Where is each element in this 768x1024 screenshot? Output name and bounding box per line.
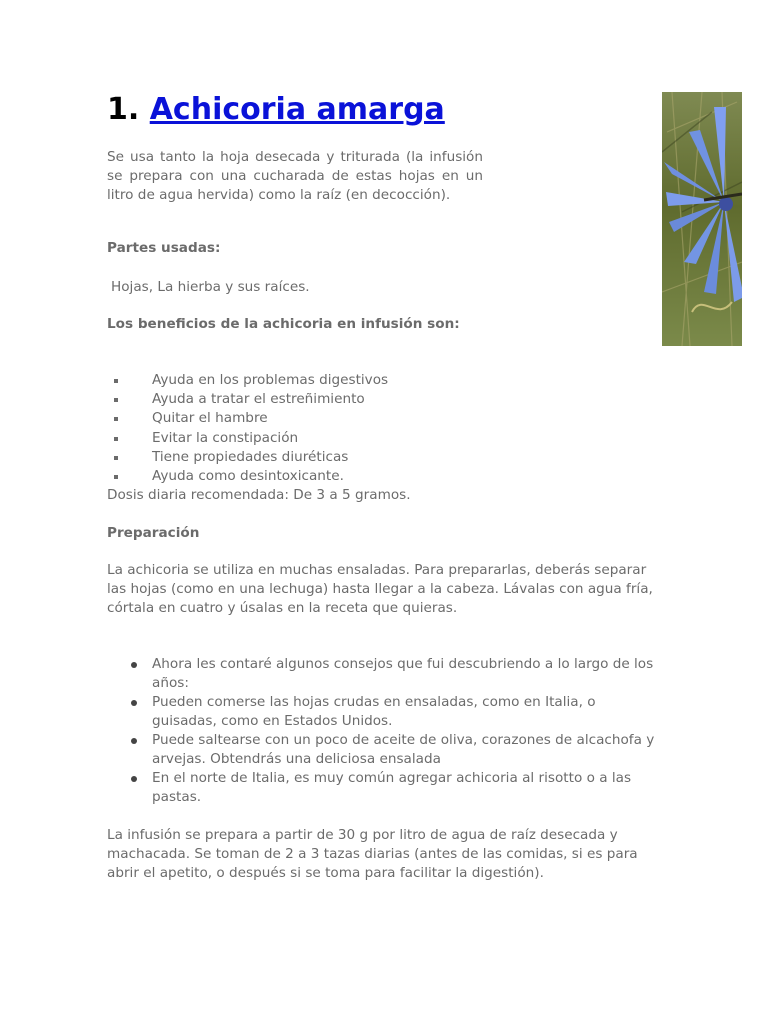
benefits-label: Los beneficios de la achicoria en infusión son: [107,316,460,332]
parts-text: Hojas, La hierba y sus raíces. [111,279,310,295]
intro-paragraph: Se usa tanto la hoja desecada y triturada (la infusión se prepara con una cucharada de estas hojas en un litro de agua hervida) como la raíz (en decocción). [107,149,483,203]
dose-text: Dosis diaria recomendada: De 3 a 5 gramos. [107,487,411,504]
list-item: Tiene propiedades diuréticas [107,448,483,467]
benefits-list [107,371,483,486]
preparation-text: La achicoria se utiliza en muchas ensaladas. Para prepararlas, deberás separar las hojas (como en una lechuga) hasta llegar a la cabeza. Lávalas con agua fría, córtala en cuatro y úsalas en la receta que quieras. [107,562,653,616]
tips-list-block [107,655,662,807]
closing-paragraph: La infusión se prepara a partir de 30 g por litro de agua de raíz desecada y machacada. Se toman de 2 a 3 tazas diarias (antes de las comidas, si es para abrir el apetito, o después si se toma para facilitar la digestión). [107,827,638,881]
tips-list [107,655,662,807]
list-item: Ayuda como desintoxicante. [107,467,483,486]
chicory-flower-image [662,92,742,346]
list-item: Evitar la constipación [107,429,483,448]
list-item: Ayuda en los problemas digestivos [107,371,483,390]
list-item: Quitar el hambre [107,409,483,428]
list-item: Ahora les contaré algunos consejos que fui descubriendo a lo largo de los años: [107,655,662,693]
list-item: Pueden comerse las hojas crudas en ensaladas, como en Italia, o guisadas, como en Estados Unidos. [107,693,662,731]
heading-number: 1. [107,92,150,127]
list-item: En el norte de Italia, es muy común agregar achicoria al risotto o a las pastas. [107,769,662,807]
section-heading [107,88,445,132]
list-item: Ayuda a tratar el estreñimiento [107,390,483,409]
parts-label: Partes usadas: [107,240,221,256]
preparation-label: Preparación [107,525,200,541]
heading-link[interactable]: Achicoria amarga [149,92,445,127]
benefits-list-block [107,371,483,505]
list-item: Puede saltearse con un poco de aceite de oliva, corazones de alcachofa y arvejas. Obtendrás una deliciosa ensalada [107,731,662,769]
